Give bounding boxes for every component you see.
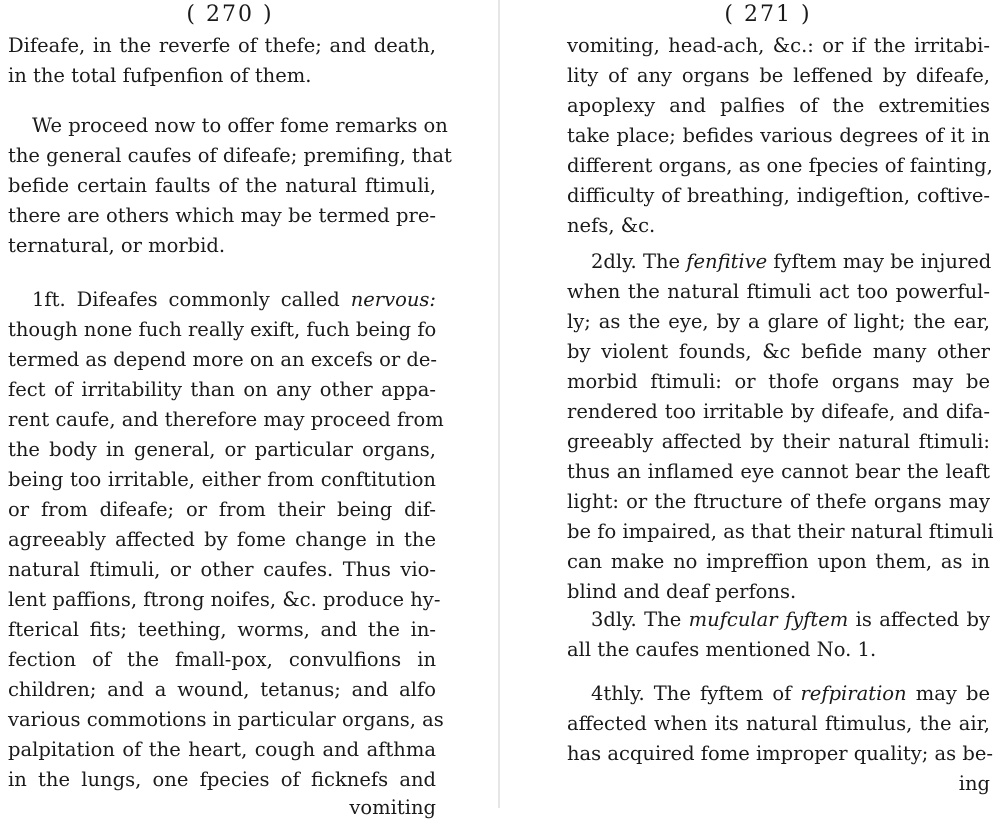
right-page-line: nefs, &c. — [567, 214, 656, 237]
right-page-line: by violent founds, &c befide many other — [567, 340, 990, 363]
right-page-line: lity of any organs be leffened by difeafe, — [567, 64, 990, 87]
right-page-line: blind and deaf perfons. — [567, 580, 797, 603]
left-page-line: the body in general, or particular organs, — [8, 438, 436, 461]
line-text: 1ft. Difeafes commonly called — [32, 288, 351, 311]
left-page-line: agreeably affected by fome change in the — [8, 528, 436, 551]
right-page-line: ly; as the eye, by a glare of light; the ear, — [567, 310, 990, 333]
right-page-line: rendered too irritable by difeafe, and difa- — [567, 400, 990, 423]
left-page-line: fection of the fmall-pox, convulfions in — [8, 648, 436, 671]
line-text: is affected by — [848, 608, 990, 631]
left-page-line: various commotions in particular organs, as — [8, 708, 444, 731]
right-page-line: be fo impaired, as that their natural ftimuli — [567, 520, 994, 543]
right-page-line: can make no impreffion upon them, as in — [567, 550, 990, 573]
left-page-line: rent caufe, and therefore may proceed from — [8, 408, 444, 431]
left-page-line: children; and a wound, tetanus; and alfo — [8, 678, 436, 701]
left-page-line: being too irritable, either from conftitution — [8, 468, 436, 491]
right-page-line: when the natural ftimuli act too powerful- — [567, 280, 990, 303]
right-page-line: greeably affected by their natural ftimuli: — [567, 430, 990, 453]
left-page — [0, 0, 500, 819]
italic-term: refpiration — [800, 682, 907, 705]
left-page-line: palpitation of the heart, cough and afthma — [8, 738, 436, 761]
line-text: fyftem may be injured — [767, 250, 992, 273]
right-page-line: all the caufes mentioned No. 1. — [567, 638, 877, 661]
left-page-line: termed as depend more on an excefs or de- — [8, 348, 437, 371]
left-page-line: vomiting — [349, 796, 436, 819]
right-page-line: morbid ftimuli: or thofe organs may be — [567, 370, 990, 393]
right-page-line: difficulty of breathing, indigeftion, coftive- — [567, 184, 990, 207]
left-page-line: fect of irritability than on any other appa- — [8, 378, 436, 401]
left-page-line: lent paffions, ftrong noifes, &c. produce hy- — [8, 588, 441, 611]
left-page-line: Difeafe, in the reverfe of thefe; and death, — [8, 34, 436, 57]
right-page — [500, 0, 1000, 808]
italic-term: fenfitive — [686, 250, 768, 273]
left-page-line: in the total fufpenfion of them. — [8, 64, 312, 87]
right-page-line: vomiting, head-ach, &c.: or if the irritabi- — [567, 34, 990, 57]
right-page-line — [567, 678, 990, 709]
page-number-right: ( 271 ) — [724, 2, 812, 27]
line-text: 3dly. The — [591, 608, 689, 631]
right-page-line: thus an inflamed eye cannot bear the leaft — [567, 460, 990, 483]
left-page-line: natural ftimuli, or other caufes. Thus vio- — [8, 558, 436, 581]
right-page-line: affected when its natural ftimulus, the air, — [567, 712, 990, 735]
right-page-line — [567, 246, 990, 277]
left-page-line: though none fuch really exift, fuch being fo — [8, 318, 437, 341]
right-page-line — [567, 604, 990, 635]
left-page-line: there are others which may be termed pre- — [8, 204, 436, 227]
right-page-line: different organs, as one fpecies of fainting, — [567, 154, 993, 177]
left-page-line: fterical fits; teething, worms, and the in- — [8, 618, 436, 641]
left-page-line: befide certain faults of the natural ftimuli, — [8, 174, 436, 197]
page-number-left: ( 270 ) — [186, 2, 274, 27]
line-text: 4thly. The fyftem of — [591, 682, 801, 705]
right-page-line: take place; befides various degrees of it in — [567, 124, 990, 147]
right-page-line: light: or the ftructure of thefe organs may — [567, 490, 990, 513]
left-page-line: ternatural, or morbid. — [8, 234, 226, 257]
left-page-line: in the lungs, one fpecies of ficknefs and — [8, 768, 436, 791]
left-page-line — [8, 284, 436, 315]
left-page-line: We proceed now to offer fome remarks on — [32, 114, 448, 137]
italic-term: nervous: — [350, 288, 436, 311]
left-page-line: or from difeafe; or from their being dif- — [8, 498, 436, 521]
right-page-line: has acquired fome improper quality; as be- — [567, 742, 993, 765]
italic-term: mufcular fyftem — [688, 608, 849, 631]
line-text: 2dly. The — [591, 250, 687, 273]
right-page-line: ing — [958, 772, 990, 795]
left-page-line: the general caufes of difeafe; premifing, that — [8, 144, 452, 167]
line-text: may be — [906, 682, 990, 705]
right-page-line: apoplexy and palfies of the extremities — [567, 94, 990, 117]
